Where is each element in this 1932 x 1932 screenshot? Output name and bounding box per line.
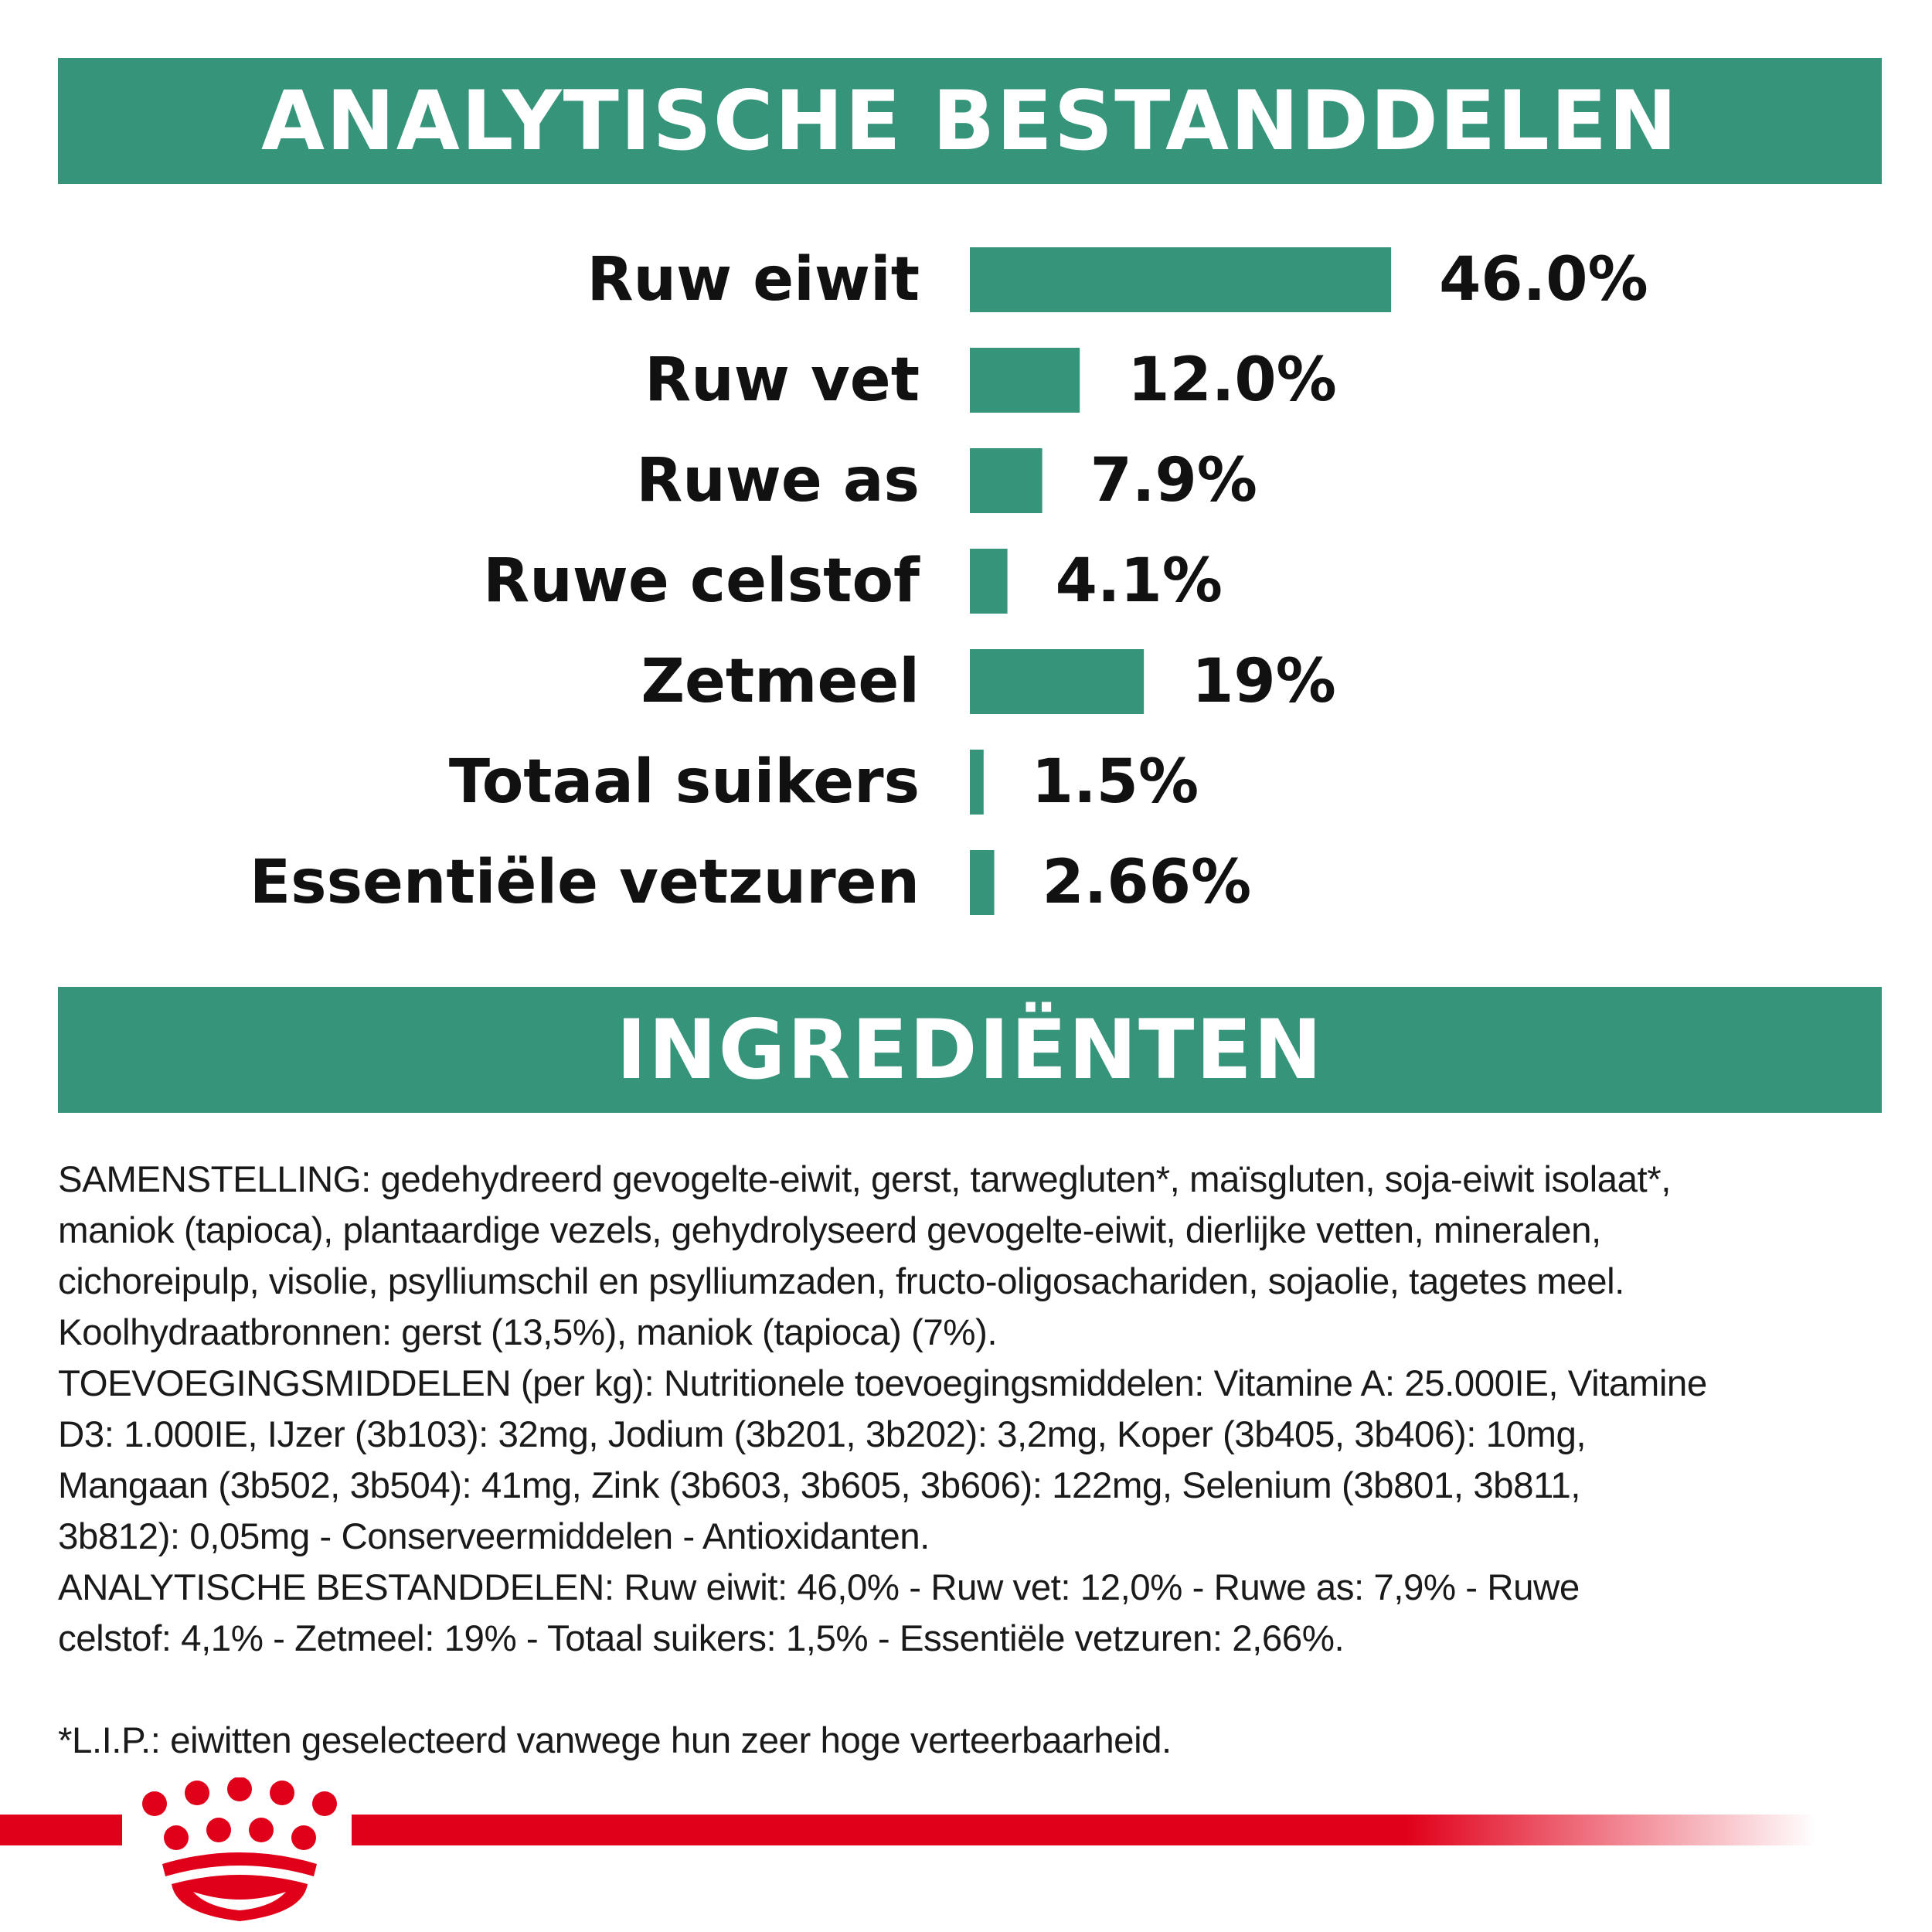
bar: [970, 850, 995, 915]
ingredients-line: Koolhydraatbronnen: gerst (13,5%), maniok (tapioca) (7%).: [58, 1312, 998, 1353]
lip-footnote: *L.I.P.: eiwitten geselecteerd vanwege hun zeer hoge verteerbaarheid.: [58, 1720, 1172, 1761]
ingredients-line: ANALYTISCHE BESTANDDELEN: Ruw eiwit: 46,0% - Ruw vet: 12,0% - Ruwe as: 7,9% - Ruwe: [58, 1567, 1580, 1608]
bar-value-label: 19%: [1192, 647, 1336, 716]
composition-bar-chart: [0, 0, 1932, 951]
bar: [970, 750, 984, 815]
bar: [970, 348, 1080, 413]
brand-footer: [0, 1777, 1932, 1932]
bar: [970, 649, 1144, 714]
ingredients-banner-title: INGREDIËNTEN: [616, 1002, 1324, 1097]
footer-red-line-right: [352, 1815, 1816, 1845]
ingredients-line: 3b812): 0,05mg - Conserveermiddelen - Antioxidanten.: [58, 1516, 930, 1557]
ingredients-banner: [58, 987, 1882, 1113]
bar-label: Zetmeel: [641, 647, 920, 716]
bar-label: Ruw vet: [645, 345, 920, 415]
bar-value-label: 4.1%: [1055, 546, 1223, 616]
royal-canin-crown-icon: [142, 1777, 337, 1921]
ingredients-line: SAMENSTELLING: gedehydreerd gevogelte-eiwit, gerst, tarwegluten*, maïsgluten, soja-eiwit isolaat*,: [58, 1159, 1671, 1200]
bar: [970, 448, 1043, 513]
bar-label: Essentiële vetzuren: [249, 848, 920, 917]
bar: [970, 247, 1391, 312]
bar-label: Ruw eiwit: [587, 245, 920, 315]
ingredients-text: [58, 1155, 1897, 1767]
bar-value-label: 46.0%: [1439, 245, 1648, 315]
bar-label: Ruwe celstof: [483, 546, 920, 616]
analytic-banner-title: ANALYTISCHE BESTANDDELEN: [261, 73, 1679, 168]
bar-value-label: 2.66%: [1042, 848, 1252, 917]
ingredients-line: cichoreipulp, visolie, psylliumschil en psylliumzaden, fructo-oligosachariden, sojaolie, tagetes meel.: [58, 1261, 1624, 1302]
bar-value-label: 12.0%: [1128, 345, 1337, 415]
ingredients-line: maniok (tapioca), plantaardige vezels, gehydrolyseerd gevogelte-eiwit, dierlijke vetten, mineralen,: [58, 1210, 1601, 1251]
bar-value-label: 7.9%: [1090, 446, 1257, 515]
ingredients-line: TOEVOEGINGSMIDDELEN (per kg): Nutritionele toevoegingsmiddelen: Vitamine A: 25.000IE, Vitamine: [58, 1363, 1707, 1404]
bar-label: Ruwe as: [636, 446, 920, 515]
bar-value-label: 1.5%: [1031, 747, 1199, 817]
ingredients-line: celstof: 4,1% - Zetmeel: 19% - Totaal suikers: 1,5% - Essentiële vetzuren: 2,66%.: [58, 1618, 1345, 1659]
ingredients-line: Mangaan (3b502, 3b504): 41mg, Zink (3b603, 3b605, 3b606): 122mg, Selenium (3b801, 3b811,: [58, 1465, 1580, 1506]
bar-label: Totaal suikers: [448, 747, 920, 817]
footer-red-line-left: [0, 1815, 122, 1845]
ingredients-line: D3: 1.000IE, IJzer (3b103): 32mg, Jodium (3b201, 3b202): 3,2mg, Koper (3b405, 3b406): 10mg,: [58, 1414, 1587, 1455]
bar: [970, 549, 1008, 614]
